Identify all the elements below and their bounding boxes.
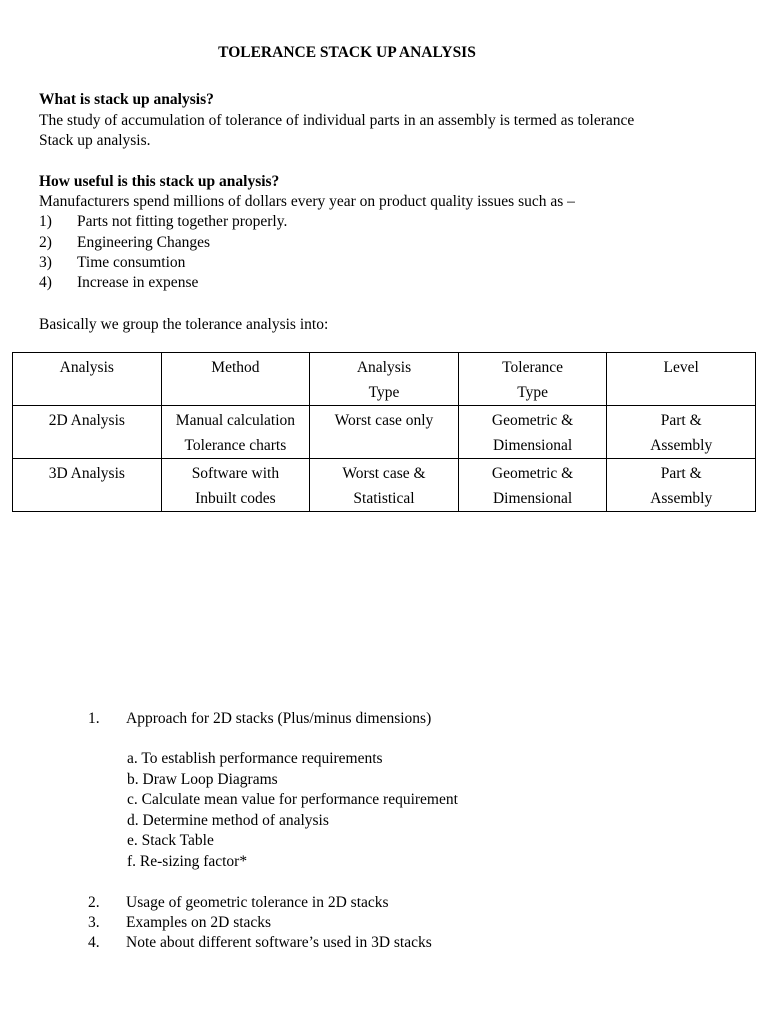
outline-subitem: e. Stack Table — [127, 832, 214, 849]
list-item — [39, 273, 198, 293]
outline-item-text: Approach for 2D stacks (Plus/minus dimensions) — [126, 710, 432, 727]
analysis-table — [12, 352, 756, 512]
list-item-number: 3) — [39, 254, 52, 271]
header-cell-analysis: Analysis — [13, 353, 162, 406]
issues-intro: Manufacturers spend millions of dollars every year on product quality issues such as – — [39, 193, 575, 210]
list-item — [39, 212, 287, 232]
table-header-row — [13, 353, 756, 406]
table-cell: Manual calculation Tolerance charts — [161, 406, 310, 459]
outline-item-text: Note about different software’s used in 3D stacks — [126, 934, 432, 951]
table-cell: Worst case only — [310, 406, 459, 459]
list-item-text: Engineering Changes — [77, 234, 211, 251]
definition-line-1: The study of accumulation of tolerance of individual parts in an assembly is termed as tolerance — [39, 112, 635, 129]
section-heading-what: What is stack up analysis? — [39, 91, 214, 108]
table-row — [13, 406, 756, 459]
outline-item — [88, 913, 271, 933]
outline-subitem: c. Calculate mean value for performance requirement — [127, 791, 458, 808]
outline-subitem: a. To establish performance requirements — [127, 750, 383, 767]
outline-item-text: Usage of geometric tolerance in 2D stacks — [126, 894, 389, 911]
list-item-number: 2) — [39, 234, 52, 251]
list-item-text: Time consumtion — [77, 254, 186, 271]
outline-item-number: 2. — [88, 894, 100, 911]
outline-item — [88, 933, 432, 953]
list-item-number: 4) — [39, 274, 52, 291]
outline-item-number: 1. — [88, 710, 100, 727]
table-cell: Geometric & Dimensional — [458, 459, 607, 512]
outline-item-number: 4. — [88, 934, 100, 951]
outline-item — [88, 893, 389, 913]
outline-item — [88, 709, 431, 729]
section-heading-how: How useful is this stack up analysis? — [39, 173, 280, 190]
definition-line-2: Stack up analysis. — [39, 132, 151, 149]
group-intro: Basically we group the tolerance analysis into: — [39, 316, 329, 333]
table-row — [13, 459, 756, 512]
table-cell: Part & Assembly — [607, 459, 756, 512]
table-cell: Worst case & Statistical — [310, 459, 459, 512]
outline-item-number: 3. — [88, 914, 100, 931]
table-cell: Geometric & Dimensional — [458, 406, 607, 459]
header-cell-method: Method — [161, 353, 310, 406]
list-item-number: 1) — [39, 213, 52, 230]
outline-subitem: d. Determine method of analysis — [127, 812, 329, 829]
list-item — [39, 253, 185, 273]
list-item-text: Increase in expense — [77, 274, 199, 291]
list-item — [39, 233, 210, 253]
outline-subitem: f. Re-sizing factor* — [127, 853, 248, 870]
header-cell-level: Level — [607, 353, 756, 406]
table-cell: Software with Inbuilt codes — [161, 459, 310, 512]
table-cell: 3D Analysis — [13, 459, 162, 512]
outline-subitem: b. Draw Loop Diagrams — [127, 771, 278, 788]
header-cell-tolerance-type: Tolerance Type — [458, 353, 607, 406]
list-item-text: Parts not fitting together properly. — [77, 213, 288, 230]
outline-item-text: Examples on 2D stacks — [126, 914, 272, 931]
table-cell: 2D Analysis — [13, 406, 162, 459]
table-cell: Part & Assembly — [607, 406, 756, 459]
page-title: TOLERANCE STACK UP ANALYSIS — [218, 44, 476, 61]
header-cell-analysis-type: Analysis Type — [310, 353, 459, 406]
